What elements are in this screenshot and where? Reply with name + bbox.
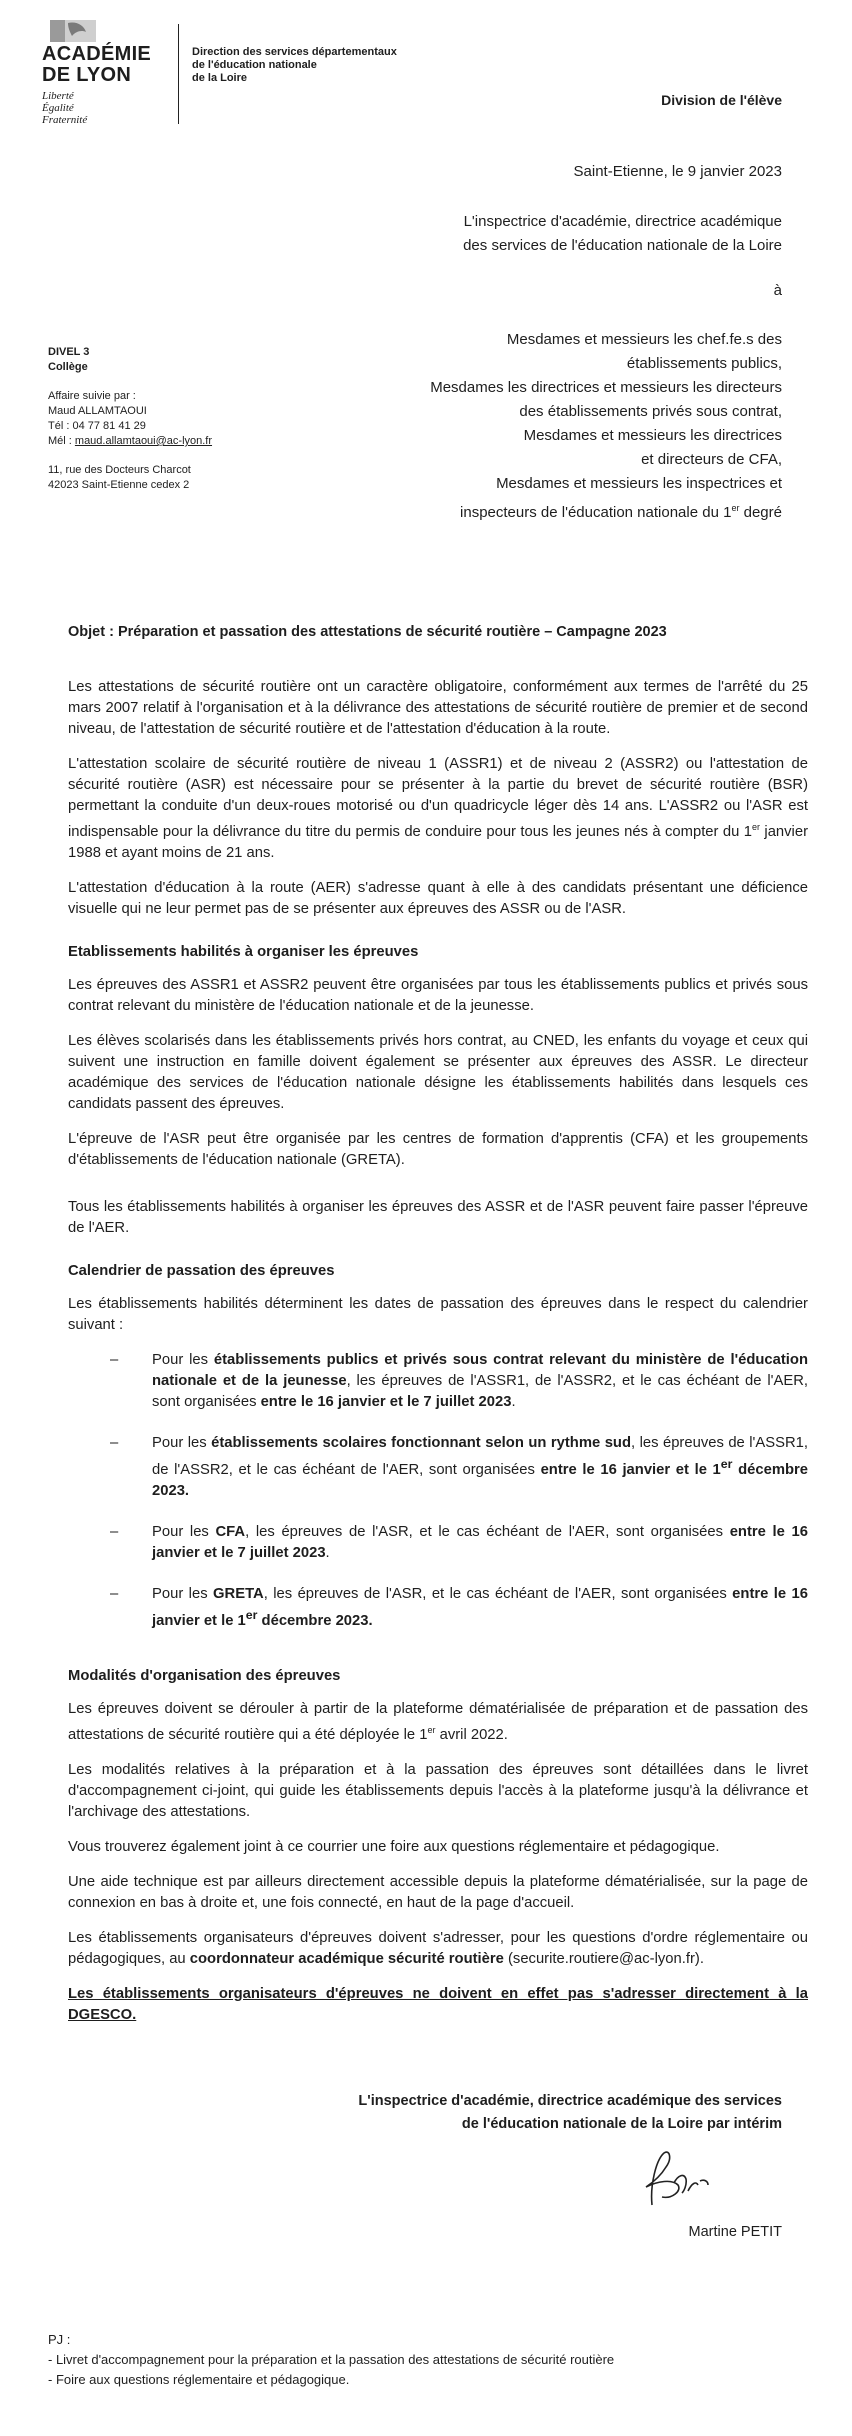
text: entre le 16 janvier et le 1 — [540, 1461, 721, 1478]
text: (securite.routiere@ac-lyon.fr). — [503, 1950, 704, 1967]
recipient-text: inspecteurs de l'éducation nationale du 1 — [460, 504, 732, 521]
text-bold: entre le 16 janvier et le 7 juillet 2023 — [260, 1393, 512, 1410]
contact-mail — [48, 434, 212, 449]
recipients-block — [262, 328, 782, 525]
text-bold: CFA — [215, 1523, 246, 1540]
superscript: er — [427, 1724, 436, 1735]
text: Pour les — [152, 1523, 216, 1540]
list-item — [110, 1522, 808, 1564]
academy-name-line1: ACADÉMIE — [42, 43, 152, 65]
followed-label: Affaire suivie par : — [48, 390, 136, 402]
text: Les établissements organisateurs d'épreuves doivent s'adresser, pour les questions d'ordre réglementaire ou pédagogiques, au — [68, 1929, 808, 1967]
recipient-line: Mesdames et messieurs les inspectrices et — [496, 475, 782, 492]
address-line: 42023 Saint-Etienne cedex 2 — [48, 479, 190, 491]
paragraph — [68, 1928, 808, 1970]
important-notice: Les établissements organisateurs d'épreuves ne doivent en effet pas s'adresser directement à la DGESCO. — [68, 1985, 808, 2023]
paragraph — [68, 754, 808, 864]
text: L'attestation scolaire de sécurité routière de niveau 1 (ASSR1) et de niveau 2 (ASSR2) ou l'attestation de sécurité routière (ASR) est nécessaire pour se présenter à la partie du brevet de sécurité routière (BSR) permettant la conduite d'un deux-roues motorisé ou d'un quadricycle léger dès 14 ans. L'ASSR2 ou l'ASR est indispensable pour la délivrance du titre du permis de conduire pour tous les jeunes nés à compter du 1 — [68, 756, 808, 840]
text: , les épreuves de l'ASR, et le cas échéant de l'AER, sont organisées — [263, 1585, 733, 1602]
list-item — [110, 1584, 808, 1632]
text: Pour les — [152, 1351, 214, 1368]
text: avril 2022. — [435, 1726, 508, 1743]
attachments-label: PJ : — [48, 2332, 71, 2347]
signature-title-line: de l'éducation nationale de la Loire par intérim — [461, 2116, 782, 2132]
superscript: er — [751, 822, 760, 832]
text: entre le 16 janvier et le 1 — [152, 1585, 808, 1629]
recipient-line: des établissements privés sous contrat, — [519, 403, 782, 420]
paragraph: L'épreuve de l'ASR peut être organisée par les centres de formation d'apprentis (CFA) et les groupements d'établissements de l'éducation nationale (GRETA). — [68, 1130, 808, 1168]
direction-line: de l'éducation nationale — [192, 59, 317, 71]
paragraph: Les épreuves des ASSR1 et ASSR2 peuvent être organisées par tous les établissements publics et privés sous contrat relevant du ministère de l'éducation nationale et de la jeunesse. — [68, 976, 808, 1014]
paragraph: Les attestations de sécurité routière ont un caractère obligatoire, conformément aux termes de l'arrêté du 25 mars 2007 relatif à l'organisation et à la délivrance des attestations de sécurité routière de premier et de second niveau, de l'attestation de sécurité routière et de l'attestation d'éducation à la route. — [68, 679, 808, 737]
attachments-block — [48, 2330, 614, 2390]
text: . — [325, 1544, 330, 1561]
motto-fraternite: Fraternité — [42, 114, 88, 126]
attachment-item: - Livret d'accompagnement pour la préparation et la passation des attestations de sécurité routière — [48, 2352, 615, 2367]
recipient-line: établissements publics, — [626, 355, 782, 372]
motto-liberte: Liberté — [42, 90, 74, 102]
recipient-line — [262, 496, 782, 525]
header-divider — [178, 24, 179, 124]
calendar-list — [68, 1350, 808, 1632]
service-sub: Collège — [48, 361, 88, 373]
handwritten-signature-icon — [612, 2145, 742, 2215]
text: janvier 1988 et ayant moins de 21 ans. — [68, 823, 808, 861]
text-bold: coordonnateur académique sécurité routière — [189, 1950, 504, 1967]
sender-line: L'inspectrice d'académie, directrice académique — [463, 213, 782, 230]
academy-name — [42, 44, 151, 86]
section-heading: Modalités d'organisation des épreuves — [68, 1667, 341, 1684]
sender-line: des services de l'éducation nationale de la Loire — [463, 237, 782, 254]
text-bold: établissements scolaires fonctionnant selon un rythme sud — [211, 1434, 631, 1451]
service-code: DIVEL 3 — [48, 346, 90, 358]
text-bold: entre le 16 janvier et le 7 juillet 2023 — [152, 1523, 808, 1561]
letter-subject: Objet : Préparation et passation des attestations de sécurité routière – Campagne 2023 — [68, 624, 667, 640]
list-item — [110, 1433, 808, 1502]
section-heading: Calendrier de passation des épreuves — [68, 1262, 335, 1279]
addressee-marker: à — [773, 282, 782, 299]
mail-label: Mél : — [48, 435, 75, 447]
letter-date: Saint-Etienne, le 9 janvier 2023 — [573, 163, 782, 180]
text: , les épreuves de l'ASR, et le cas échéant de l'AER, sont organisées — [245, 1523, 730, 1540]
paragraph — [68, 1699, 808, 1746]
superscript: er — [245, 1607, 258, 1622]
text-bold: GRETA — [213, 1585, 264, 1602]
mail-link[interactable]: maud.allamtaoui@ac-lyon.fr — [74, 435, 213, 447]
marianne-logo-icon — [50, 20, 96, 42]
paragraph: Vous trouverez également joint à ce courrier une foire aux questions réglementaire et pédagogique. — [68, 1838, 720, 1855]
recipient-line: Mesdames les directrices et messieurs les directeurs — [430, 379, 782, 396]
section-heading: Etablissements habilités à organiser les épreuves — [68, 943, 419, 960]
contact-name: Maud ALLAMTAOUI — [48, 405, 147, 417]
paragraph: Les établissements habilités déterminent les dates de passation des épreuves dans le respect du calendrier suivant : — [68, 1295, 808, 1333]
text: Les épreuves doivent se dérouler à partir de la plateforme dématérialisée de préparation et de passation des attestations de sécurité routière qui a été déployée le 1 — [68, 1700, 808, 1743]
text: Pour les — [152, 1585, 214, 1602]
motto-egalite: Égalité — [42, 102, 74, 114]
signature-title — [262, 2090, 782, 2136]
text: Pour les — [152, 1434, 212, 1451]
text: décembre 2023. — [152, 1461, 808, 1499]
paragraph: Les élèves scolarisés dans les établissements privés hors contrat, au CNED, les enfants du voyage et ceux qui suivent une instruction en famille doivent également se présenter aux épreuves des ASSR. Le directeur académique des services de l'éducation nationale désigne les établissements habilités dans lesquels ces candidats passent des épreuves. — [68, 1032, 808, 1112]
text-bold: établissements publics et privés sous contrat relevant du ministère de l'éducation nationale et de la jeunesse — [152, 1351, 808, 1389]
text: . — [511, 1393, 516, 1410]
text: , les épreuves de l'ASSR1, de l'ASSR2, et le cas échéant de l'AER, sont organisées — [152, 1372, 809, 1410]
recipient-line: et directeurs de CFA, — [641, 451, 782, 468]
recipient-text: degré — [739, 504, 782, 521]
attachment-item: - Foire aux questions réglementaire et pédagogique. — [48, 2372, 350, 2387]
letter-body — [68, 677, 808, 2040]
superscript: er — [720, 1456, 733, 1471]
signature-title-line: L'inspectrice d'académie, directrice académique des services — [358, 2093, 782, 2109]
sender-block — [282, 210, 782, 258]
republic-motto — [42, 90, 87, 126]
paragraph: Une aide technique est par ailleurs directement accessible depuis la plateforme dématérialisée, sur la page de connexion en bas à droite et, une fois connecté, en haut de la page d'accueil. — [68, 1873, 808, 1911]
paragraph: Tous les établissements habilités à organiser les épreuves des ASSR et de l'ASR peuvent faire passer l'épreuve de l'AER. — [68, 1198, 808, 1236]
recipient-line: Mesdames et messieurs les directrices — [523, 427, 782, 444]
direction-line: de la Loire — [192, 72, 248, 84]
academy-name-line2: DE LYON — [42, 64, 132, 86]
list-item — [110, 1350, 808, 1413]
division-title: Division de l'élève — [661, 92, 782, 108]
paragraph: Les modalités relatives à la préparation et à la passation des épreuves sont détaillées dans le livret d'accompagnement ci-joint, qui guide les établissements depuis l'accès à la plateforme jusqu'à la délivrance et l'archivage des attestations. — [68, 1761, 808, 1820]
text: décembre 2023. — [257, 1612, 373, 1629]
contact-block — [48, 345, 212, 493]
direction-line: Direction des services départementaux — [192, 46, 397, 58]
recipient-line: Mesdames et messieurs les chef.fe.s des — [506, 331, 782, 348]
signer-name: Martine PETIT — [688, 2224, 782, 2240]
superscript: er — [731, 503, 740, 513]
contact-phone: Tél : 04 77 81 41 29 — [48, 420, 146, 432]
paragraph: L'attestation d'éducation à la route (AER) s'adresse quant à elle à des candidats présentant une déficience visuelle qui ne leur permet pas de se présenter aux épreuves des ASSR ou de l'ASR. — [68, 879, 808, 917]
address-line: 11, rue des Docteurs Charcot — [48, 464, 191, 476]
direction-block — [192, 46, 397, 85]
text: , les épreuves de l'ASSR1, de l'ASSR2, et le cas échéant de l'AER, sont organisées — [152, 1434, 808, 1478]
